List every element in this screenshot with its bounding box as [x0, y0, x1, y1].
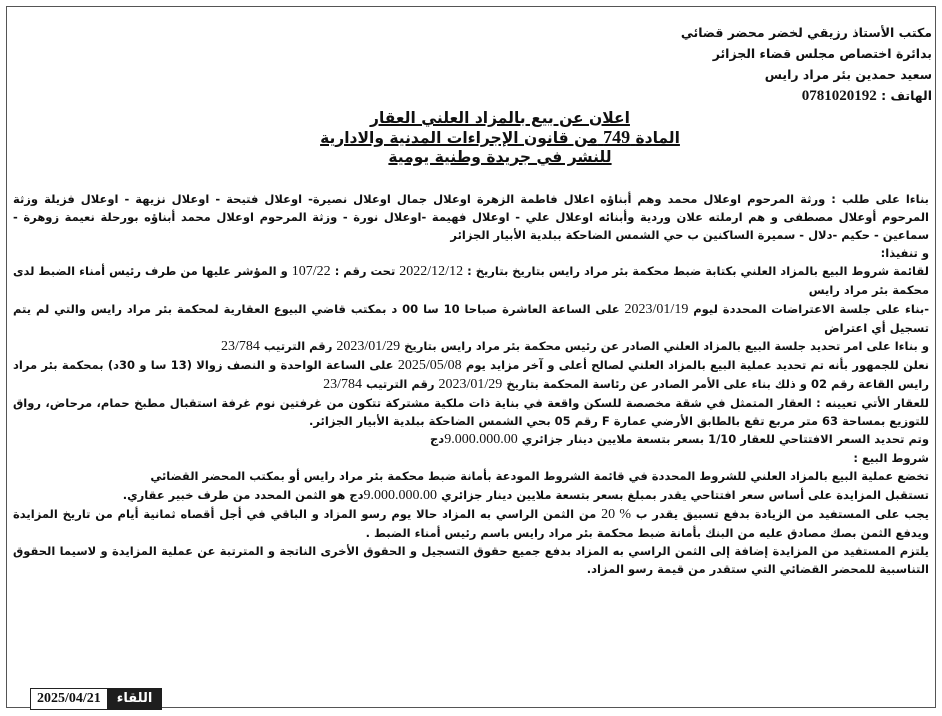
sale-conditions-heading: شروط البيع : — [853, 451, 929, 466]
paragraph-objections-hearing: -بناء على جلسة الاعتراضات المحددة ليوم 2023/01/19 على الساعة العاشرة صباحا 10 سا 00 د بمكتب قاضي البيوع العقارية لمحكمة بئر مراد رايس والتي لم يتم تسجيل أي اعتراض — [13, 301, 929, 335]
order-ref: 23/784 — [220, 338, 260, 354]
paragraph-sale-announcement: نعلن للجمهور بأنه تم تحديد عملية البيع بالمزاد العلني لصالح أعلى و آخر مزايد يوم 2025/05/08 على الساعة الواحدة و النصف زوالا (13 سا و 30د) بمحكمة بئر مراد رايس القاعة رقم 02 و ذلك بناء على الأمر الصادر عن رئاسة المحكمة بتاريخ 2023/01/29 رقم الترتيب 23/784 — [13, 357, 929, 392]
sale-date: 2025/05/08 — [397, 357, 462, 373]
paragraph-execution: و تنفيذا: — [880, 246, 929, 261]
notice-title-block — [240, 109, 760, 167]
paragraph-opening-price: وتم تحديد السعر الافتتاحي للعقار 1/10 بسعر بتسعة ملايين دينار جزائري 9.000.000.00دج — [430, 432, 929, 448]
publication-date: 2025/04/21 — [30, 688, 107, 710]
article-number: 749 — [603, 127, 631, 147]
paragraph-property-description: للعقار الأتي تعيينه : العقار المتمثل في شقة مخصصة للسكن واقعة في بناية ذات ملكية مشتركة تتكون من غرفتين نوم غرفة استقبال مطبخ حمام، مرحاض، رواق للتوزيع بمساحة 63 متر مربع تقع بالطابق الأرضي عمارة F رقم 05 بحي الشمس الضاحكة ببلدية الأبيار الجزائر. — [13, 396, 929, 429]
notice-article-line — [240, 128, 760, 148]
paragraph-requesters: بناءا على طلب : ورثة المرحوم اوعلال محمد وهم أبناؤه اعلال فاطمة الزهرة اوعلال جمال اوعلال نصيرة- اوعلال فتيحة - اوعلال نزيهة - اوعلال فزيلة وزثة المرحوم أوعلال مصطفى و هم ارملته علان وردية وأبنائه اوعلال علي - اوعلال فهيمة -اوعلال نورة - وزثة المرحوم اوعلال محمد أبناؤه بورحلة نعيمة زوهرة - سماعين - حكيم -دلال - سميرة الساكنين ب حي الشمس الضاحكة ببلدية الأبيار الجزائر — [13, 192, 929, 243]
paragraph-bidding-basis: تستقبل المزايدة على أساس سعر افتتاحي يقدر بمبلغ بسعر بتسعة ملايين دينار جزائري 9.000.000.00دج هو الثمن المحدد من طرف خبير عقاري. — [122, 487, 929, 503]
notice-body — [13, 190, 929, 578]
office-address: سعيد حمدين بئر مراد رايس — [764, 67, 932, 82]
court-order-date: 2023/01/29 — [438, 376, 503, 392]
office-phone — [512, 85, 932, 107]
court-order-ref: 23/784 — [323, 376, 363, 392]
order-date: 2023/01/29 — [336, 338, 401, 354]
phone-label: الهاتف : — [881, 88, 932, 103]
bailiff-office-header — [512, 22, 932, 107]
paragraph-sale-terms: تخضع عملية البيع بالمزاد العلني للشروط المحددة في قائمة الشروط المودعة بأمانة ضبط محكمة بئر مراد رايس أو بمكتب المحضر القضائي — [150, 469, 929, 484]
bidding-price: 9.000.000.00 — [363, 487, 438, 503]
notice-title: اعلان عن بيع بالمزاد العلني العقار — [370, 109, 630, 127]
newspaper-label: اللقاء — [107, 688, 163, 710]
conditions-ref: 107/22 — [291, 264, 331, 280]
conditions-date: 2022/12/12 — [399, 264, 464, 280]
office-name: مكتب الأستاذ رزيقي لخضر محضر قضائي — [680, 25, 932, 40]
paragraph-conditions-list: لقائمة شروط البيع بالمزاد العلني بكتابة ضبط محكمة بئر مراد رايس بتاريخ بتاريخ : 2022/12/12 تحت رقم : 107/22 و المؤشر عليها من طرف رئيس أمناء الضبط لدى محكمة بئر مراد رايس — [13, 264, 929, 298]
notice-publication-line: للنشر في جريدة وطنية يومية — [388, 148, 612, 166]
office-jurisdiction: بدائرة اختصاص مجلس قضاء الجزائر — [712, 46, 932, 61]
objections-date: 2023/01/19 — [624, 301, 689, 317]
article-prefix: المادة — [635, 129, 680, 147]
paragraph-sale-order: و بناءا على امر تحديد جلسة البيع بالمزاد العلني الصادر عن رئيس محكمة بئر مراد رايس بتاريخ 2023/01/29 رقم الترتيب 23/784 — [220, 338, 929, 354]
opening-price: 9.000.000.00 — [444, 432, 518, 448]
publication-footer — [30, 688, 250, 710]
article-law: من قانون الإجراءات المدنية والادارية — [320, 129, 598, 147]
paragraph-deposit: يجب على المستفيد من الزيادة بدفع تسبيق يقدر ب 20 % من الثمن الراسي به المزاد حالا يوم رسو المزاد و الباقي في أجل أقصاه ثمانية أيام من تاريخ المزايدة ويدفع الثمن بصك مصادق عليه من البنك بأمانة ضبط محكمة بئر مراد رايس باسم رئيس أمناء الضبط . — [13, 506, 929, 540]
phone-number: 0781020192 — [801, 88, 877, 104]
paragraph-fees: يلتزم المستفيد من المزايدة إضافة إلى الثمن الراسي به المزاد بدفع جميع حقوق التسجيل و الحقوق الأخرى الناتجة و المترتبة عن عملية المزايدة و لاسيما الحقوق التناسبية للمحضر القضائي التي ستقدر من قيمة رسو المزاد. — [13, 543, 929, 576]
deposit-percent: 20 % — [601, 506, 632, 522]
